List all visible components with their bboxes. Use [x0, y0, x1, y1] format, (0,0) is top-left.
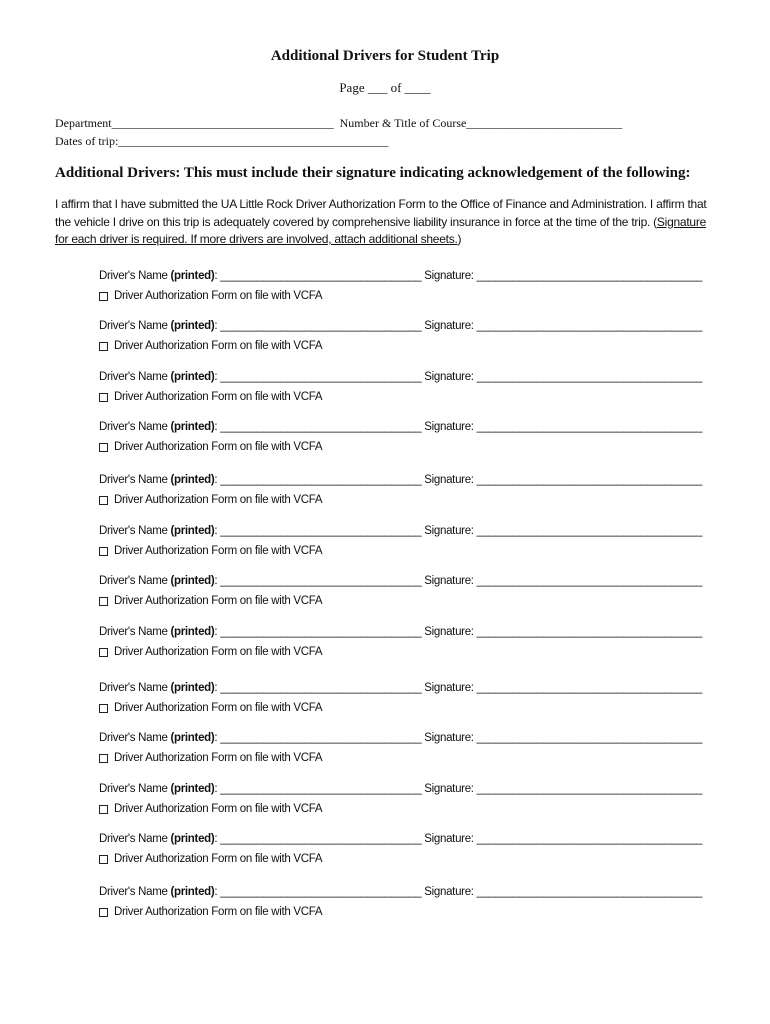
driver-name-signature-line[interactable] [99, 624, 703, 640]
driver-name-signature-line[interactable] [99, 523, 703, 539]
driver-name-label: Driver's Name [99, 525, 171, 537]
driver-name-label: Driver's Name [99, 886, 171, 898]
authorization-checkbox[interactable] [99, 805, 108, 814]
authorization-checkbox-label: Driver Authorization Form on file with VCFA [114, 290, 323, 302]
authorization-checkbox-label: Driver Authorization Form on file with VCFA [114, 441, 323, 453]
authorization-checkbox-label: Driver Authorization Form on file with VCFA [114, 752, 323, 764]
authorization-checkbox[interactable] [99, 648, 108, 657]
driver-row [99, 730, 703, 766]
driver-name-signature-line[interactable] [99, 730, 703, 746]
affirmation-close: ) [457, 232, 462, 246]
authorization-checkbox-label: Driver Authorization Form on file with VCFA [114, 595, 323, 607]
driver-name-label: Driver's Name [99, 320, 171, 332]
authorization-checkbox-label: Driver Authorization Form on file with VCFA [114, 853, 323, 865]
printed-label: (printed) [170, 575, 215, 587]
authorization-checkbox-label: Driver Authorization Form on file with VCFA [114, 702, 323, 714]
driver-name-label: Driver's Name [99, 270, 171, 282]
driver-name-signature-line[interactable] [99, 419, 703, 435]
drivers-list [99, 0, 703, 1024]
authorization-checkbox-line[interactable] [99, 750, 699, 766]
dates-of-trip-line[interactable]: Dates of trip:_____________________________________________ [55, 134, 389, 148]
driver-name-label: Driver's Name [99, 682, 171, 694]
authorization-checkbox[interactable] [99, 704, 108, 713]
name-and-signature-blanks[interactable]: : _________________________________ Signature: _____________________________________ [214, 421, 703, 433]
name-and-signature-blanks[interactable]: : _________________________________ Signature: _____________________________________ [214, 525, 703, 537]
name-and-signature-blanks[interactable]: : _________________________________ Signature: _____________________________________ [214, 833, 703, 845]
name-and-signature-blanks[interactable]: : _________________________________ Signature: _____________________________________ [214, 886, 703, 898]
authorization-checkbox-line[interactable] [99, 644, 699, 660]
printed-label: (printed) [170, 626, 215, 638]
name-and-signature-blanks[interactable]: : _________________________________ Signature: _____________________________________ [214, 575, 703, 587]
printed-label: (printed) [170, 474, 215, 486]
authorization-checkbox-label: Driver Authorization Form on file with VCFA [114, 340, 323, 352]
driver-row [99, 781, 703, 817]
driver-name-signature-line[interactable] [99, 884, 703, 900]
printed-label: (printed) [170, 421, 215, 433]
authorization-checkbox[interactable] [99, 496, 108, 505]
driver-name-signature-line[interactable] [99, 831, 703, 847]
authorization-checkbox[interactable] [99, 855, 108, 864]
authorization-checkbox-line[interactable] [99, 904, 699, 920]
printed-label: (printed) [170, 371, 215, 383]
authorization-checkbox-label: Driver Authorization Form on file with VCFA [114, 391, 323, 403]
printed-label: (printed) [170, 682, 215, 694]
authorization-checkbox[interactable] [99, 754, 108, 763]
driver-name-label: Driver's Name [99, 371, 171, 383]
driver-name-label: Driver's Name [99, 474, 171, 486]
authorization-checkbox[interactable] [99, 393, 108, 402]
authorization-checkbox-line[interactable] [99, 439, 699, 455]
driver-row [99, 680, 703, 716]
printed-label: (printed) [170, 886, 215, 898]
printed-label: (printed) [170, 320, 215, 332]
name-and-signature-blanks[interactable]: : _________________________________ Signature: _____________________________________ [214, 626, 703, 638]
authorization-checkbox-label: Driver Authorization Form on file with VCFA [114, 494, 323, 506]
driver-name-label: Driver's Name [99, 783, 171, 795]
printed-label: (printed) [170, 270, 215, 282]
driver-row [99, 523, 703, 559]
authorization-checkbox-line[interactable] [99, 700, 699, 716]
driver-name-signature-line[interactable] [99, 369, 703, 385]
driver-row [99, 884, 703, 920]
driver-row [99, 573, 703, 609]
driver-row [99, 369, 703, 405]
authorization-checkbox[interactable] [99, 908, 108, 917]
driver-row [99, 472, 703, 508]
authorization-checkbox-line[interactable] [99, 288, 699, 304]
driver-row [99, 318, 703, 354]
authorization-checkbox-line[interactable] [99, 801, 699, 817]
driver-name-signature-line[interactable] [99, 573, 703, 589]
name-and-signature-blanks[interactable]: : _________________________________ Signature: _____________________________________ [214, 371, 703, 383]
authorization-checkbox[interactable] [99, 597, 108, 606]
driver-name-label: Driver's Name [99, 575, 171, 587]
driver-name-signature-line[interactable] [99, 680, 703, 696]
driver-row [99, 831, 703, 867]
authorization-checkbox-label: Driver Authorization Form on file with VCFA [114, 545, 323, 557]
authorization-checkbox-line[interactable] [99, 389, 699, 405]
department-course-line[interactable]: Department_____________________________________ Number & Title of Course__________________________ [55, 116, 623, 130]
page-number-line[interactable]: Page ___ of ____ [339, 80, 431, 95]
name-and-signature-blanks[interactable]: : _________________________________ Signature: _____________________________________ [214, 320, 703, 332]
authorization-checkbox-line[interactable] [99, 593, 699, 609]
driver-name-label: Driver's Name [99, 626, 171, 638]
authorization-checkbox-line[interactable] [99, 851, 699, 867]
name-and-signature-blanks[interactable]: : _________________________________ Signature: _____________________________________ [214, 732, 703, 744]
driver-name-signature-line[interactable] [99, 781, 703, 797]
affirmation-text: I affirm that I have submitted the UA Little Rock Driver Authorization Form to the Office of Finance and Administration. I affirm that the vehicle I drive on this trip is adequately covered by comprehensive liability insurance in force at the time of the trip. ( [55, 197, 707, 229]
authorization-checkbox-label: Driver Authorization Form on file with VCFA [114, 803, 323, 815]
authorization-checkbox[interactable] [99, 443, 108, 452]
authorization-checkbox-label: Driver Authorization Form on file with VCFA [114, 906, 323, 918]
driver-row [99, 268, 703, 304]
driver-name-signature-line[interactable] [99, 268, 703, 284]
driver-name-label: Driver's Name [99, 732, 171, 744]
name-and-signature-blanks[interactable]: : _________________________________ Signature: _____________________________________ [214, 682, 703, 694]
document-title: Additional Drivers for Student Trip [270, 48, 500, 64]
driver-name-signature-line[interactable] [99, 318, 703, 334]
name-and-signature-blanks[interactable]: : _________________________________ Signature: _____________________________________ [214, 474, 703, 486]
printed-label: (printed) [170, 783, 215, 795]
authorization-checkbox[interactable] [99, 342, 108, 351]
name-and-signature-blanks[interactable]: : _________________________________ Signature: _____________________________________ [214, 270, 703, 282]
authorization-checkbox-line[interactable] [99, 543, 699, 559]
printed-label: (printed) [170, 525, 215, 537]
section-heading: Additional Drivers: This must include their signature indicating acknowledgement of the following: [55, 165, 691, 181]
authorization-checkbox-label: Driver Authorization Form on file with VCFA [114, 646, 323, 658]
authorization-checkbox[interactable] [99, 547, 108, 556]
driver-name-label: Driver's Name [99, 421, 171, 433]
driver-name-label: Driver's Name [99, 833, 171, 845]
driver-row [99, 419, 703, 455]
driver-name-signature-line[interactable] [99, 472, 703, 488]
printed-label: (printed) [170, 732, 215, 744]
printed-label: (printed) [170, 833, 215, 845]
affirmation-underlined-text: Signature for each driver is required. If more drivers are involved, attach additional sheets. [55, 214, 707, 246]
authorization-checkbox-line[interactable] [99, 492, 699, 508]
driver-row [99, 624, 703, 660]
authorization-checkbox[interactable] [99, 292, 108, 301]
authorization-checkbox-line[interactable] [99, 338, 699, 354]
name-and-signature-blanks[interactable]: : _________________________________ Signature: _____________________________________ [214, 783, 703, 795]
